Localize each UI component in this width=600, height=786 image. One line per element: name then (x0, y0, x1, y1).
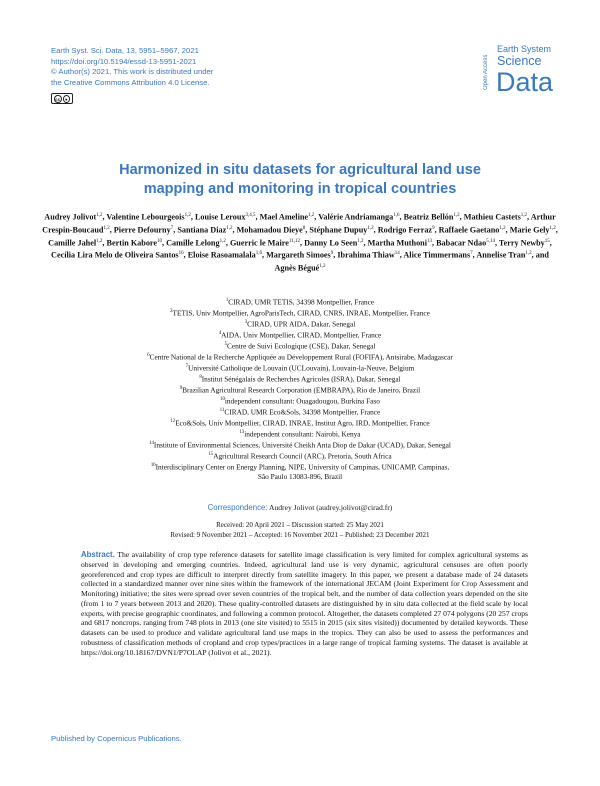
affiliation-number: 7 (185, 363, 189, 369)
journal-logo-line1: Earth System (497, 44, 552, 54)
affiliation-text-continued: São Paulo 13083-896, Brazil (257, 471, 343, 481)
affiliation-number: 11 (219, 407, 225, 413)
citation-line: the Creative Commons Attribution 4.0 License. (51, 77, 210, 87)
affiliation (40, 417, 560, 428)
affiliation-text: Brazilian Agricultural Research Corporation (EMBRAPA), Rio de Janeiro, Brazil (182, 385, 421, 395)
affiliation-text: TETIS, Univ Montpellier, AgroParisTech, CIRAD, CNRS, INRAE, Montpellier, France (172, 308, 430, 318)
author-name: Bertin Kabore (106, 238, 158, 248)
author-affiliation-ref: 1,6 (255, 251, 262, 257)
author-affiliation-ref: 1,2 (103, 225, 110, 231)
citation-line: Earth Syst. Sci. Data, 13, 5951–5967, 2021 (51, 46, 199, 55)
author-name: Valérie Andriamanga (318, 212, 394, 222)
affiliation (40, 307, 560, 318)
affiliation-number: 10 (220, 396, 225, 402)
affiliation-number: 9 (179, 385, 183, 391)
author-name: Valentine Lebourgeois (106, 212, 185, 222)
title-line: mapping and monitoring in tropical countries (143, 181, 457, 197)
affiliation (40, 351, 560, 362)
author-affiliation-ref: 9 (432, 225, 435, 231)
author-affiliation-ref: 1,2 (319, 264, 326, 270)
affiliation-text: Agricultural Research Council (ARC), Pretoria, South Africa (213, 450, 392, 460)
author-name: Camille Jahel (48, 238, 97, 248)
affiliation-number: 5 (224, 341, 227, 347)
author-affiliation-ref: 14 (394, 251, 400, 257)
correspondence (40, 503, 560, 513)
journal-logo (483, 44, 578, 104)
author-name: Ibrahima Thiaw (337, 251, 395, 261)
cc-icon: cc (55, 96, 61, 102)
affiliation-text: Institute of Environmental Sciences, Université Cheikh Anta Diop de Dakar (UCAD), Dakar, Senegal (153, 440, 451, 450)
abstract (81, 550, 528, 657)
journal-logo-line2: Science (497, 54, 542, 68)
author-affiliation-ref: 10 (157, 238, 163, 244)
affiliation-text: Eco&Sols, Univ Montpellier, CIRAD, INRAE, Institut Agro, IRD, Montpellier, France (175, 418, 430, 428)
affiliation-number: 16 (150, 462, 156, 468)
author-affiliation-ref: 1,2 (499, 225, 506, 231)
affiliation (40, 384, 560, 395)
affiliation (40, 296, 560, 307)
author-affiliation-ref: 1,2 (308, 213, 315, 218)
author-affiliation-ref: 9 (330, 251, 334, 257)
citation-line: © Author(s) 2021. This work is distributed under (51, 67, 214, 77)
author-affiliation-ref: 1,2 (357, 238, 364, 244)
affiliation-number: 4 (218, 330, 222, 336)
author-name: Martha Muthoni (367, 238, 427, 248)
affiliation-list (40, 296, 560, 481)
affiliation-number: 8 (199, 374, 202, 380)
affiliation (40, 362, 560, 373)
citation-header (51, 46, 351, 88)
affiliation-number: 13 (239, 429, 245, 435)
author-name: Louise Leroux (194, 212, 246, 222)
affiliation-text: Centre National de la Recherche Appliquée au Développement Rural (FOFIFA), Antsirabe, Madagascar (149, 352, 453, 362)
author-name: Annelise Tran (476, 251, 526, 261)
author-name: Mathieu Castets (463, 212, 521, 222)
affiliation-text: Centre de Suivi Ecologique (CSE), Dakar, Senegal (226, 341, 376, 351)
author-name: Agnès Bégué (274, 264, 320, 274)
affiliation-number: 6 (147, 352, 150, 358)
correspondence-text: Audrey Jolivot (audrey.jolivot@cirad.fr) (268, 503, 393, 512)
author-affiliation-ref: 1,2 (453, 213, 460, 218)
doi-link[interactable]: https://doi.org/10.5194/essd-13-5951-2021 (51, 56, 197, 66)
author-affiliation-ref: 13 (427, 238, 432, 244)
dates-line: Revised: 9 November 2021 – Accepted: 16 November 2021 – Published: 23 December 2021 (170, 530, 430, 539)
affiliation-number: 2 (170, 308, 173, 314)
affiliation-number: 15 (208, 451, 214, 457)
affiliation (40, 406, 560, 417)
cc-by-license-badge[interactable] (51, 93, 73, 104)
author-name: Terry Newby (498, 238, 545, 248)
affiliation-text: independent consultant: Nairobi, Kenya (244, 429, 361, 439)
author-name: Beatriz Bellón (403, 212, 454, 222)
author-name: Margareth Simoes (266, 251, 331, 261)
author-name: Babacar Ndao (436, 238, 487, 248)
author-affiliation-ref: 1,2 (219, 238, 226, 244)
author-name: Camille Lelong (166, 238, 220, 248)
affiliation (40, 329, 560, 340)
author-name: Mael Ameline (259, 212, 309, 222)
author-affiliation-ref: 1,2 (549, 225, 556, 231)
author-affiliation-ref: 8 (302, 225, 306, 231)
correspondence-label: Correspondence: (207, 503, 268, 512)
author-name: Rodrigo Ferraz (377, 225, 433, 235)
author-affiliation-ref: 3,4,5 (245, 213, 256, 218)
affiliation-number: 12 (170, 418, 176, 424)
author-name: Guerric le Maire (229, 238, 289, 248)
affiliation (40, 318, 560, 329)
author-name: Cecília Lira Melo de Oliveira Santos (51, 251, 179, 261)
author-affiliation-ref: 11,12 (288, 238, 300, 244)
affiliation (40, 428, 560, 439)
author-affiliation-ref: 15 (544, 238, 550, 244)
author-name: Arthur Crespin-Boucaud (42, 212, 556, 235)
author-affiliation-ref: 16 (178, 251, 184, 257)
author-affiliation-ref: 1,2 (520, 213, 528, 218)
publisher-footer: Published by Copernicus Publications. (51, 734, 182, 743)
author-list: Audrey Jolivot$^{1,2}$, Valentine Lebourgeois$^{1,2}$, Louise Leroux$^{3,4,5}$, Mael Ameline$^{1,2}$, Valérie Andriamanga$^{1,6}$, Beatriz Bellón$^{1,2}$, Mathieu Castets$^{1,2}$, Arthur Crespin-Boucaud$^{1,2}$, Pierre Defourny$^7$, Santiana Diaz$^{1,2}$, Mohamadou Dieye$^8$, Stéphane Dupuy$^{1,2}$, Rodrigo Ferraz$^9$, Raffaele Gaetano$^{1,2}$, Marie Gely$^{1,2}$, Camille Jahel$^{1,2}$, Bertin Kabore$^{10}$, Camille Lelong$^{1,2}$, Guerric le Maire$^{11,12}$, Danny Lo Seen$^{1,2}$, Martha Muthoni$^{13}$, Babacar Ndao$^{5,14}$, Terry Newby$^{15}$, Cecília Lira Melo de Oliveira Santos$^{16}$, Eloise Rasoamalala$^{1,6}$, Margareth Simoes$^9$, Ibrahima Thiaw$^{14}$, Alice Timmermans$^7$, Annelise Tran$^{1,2}$, and Agnès Bégué$^{1,2}$ (42, 212, 558, 274)
affiliation-text: CIRAD, UMR TETIS, 34398 Montpellier, France (228, 297, 375, 307)
title-line: Harmonized in situ datasets for agricultural land use (119, 162, 481, 178)
author-name: Stéphane Dupuy (309, 225, 368, 235)
affiliation-text: CIRAD, UMR Eco&Sols, 34398 Montpellier, France (224, 407, 381, 417)
author-affiliation-ref: 5,14 (486, 238, 495, 244)
affiliation-number: 14 (149, 440, 154, 446)
affiliation (40, 439, 560, 450)
author-name: Alice Timmermans (403, 251, 471, 261)
affiliation (40, 340, 560, 351)
author-name: Raffaele Gaetano (438, 225, 500, 235)
paper-title (60, 161, 540, 199)
journal-logo-line3: Data (496, 67, 554, 97)
author-affiliation-ref: 1,6 (393, 213, 400, 218)
abstract-text: The availability of crop type reference datasets for satellite image classification is very limited for complex agricultural systems as observed in developing and emerging countries. Indeed, agricultural land use is very dynamic, agricultural censuses are often poorly georeferenced and crop types are difficult to interpret directly from satellite imagery. In this paper, we present a database made of 24 datasets collected in a standardized manner over nine sites within the framework of the international JECAM (Joint Experiment for Crop Assessment and Monitoring) initiative; the sites were spread over seven countries of the tropical belt, and the number of data collection years depended on the site (from 1 to 7 years between 2013 and 2020). These quality-controlled datasets are distinguished by in situ data collected at the field scale by local experts, with precise geographic coordinates, and following a common protocol. Altogether, the datasets completed 27 074 polygons (20 257 crops and 6817 noncrops, ranging from 748 plots in 2013 (one site visited) to 5515 in 2015 (six sites visited)) documented by detailed keywords. These datasets can be used to produce and validate agricultural land use maps in the tropics. They can also be used to assess the performances and robustness of classification methods of cropland and crop types/practices in a large range of tropical farming systems. The dataset is available at https://doi.org/10.18167/DVN1/P7OLAP (Jolivot et al., 2021). (81, 550, 528, 657)
author-name: Pierre Defourny (113, 225, 171, 235)
affiliation-text: independent consultant: Ouagadougou, Burkina Faso (224, 396, 380, 406)
dates-line: Received: 20 April 2021 – Discussion started: 25 May 2021 (216, 521, 384, 529)
affiliation-number: 1 (225, 298, 229, 303)
affiliation-text: Institut Sénégalais de Recherches Agricoles (ISRA), Dakar, Senegal (201, 374, 401, 384)
affiliation (40, 373, 560, 384)
author-affiliation-ref: 7 (170, 225, 174, 231)
by-person-icon: ● (63, 95, 71, 103)
affiliation-number: 3 (244, 319, 248, 325)
publication-dates (40, 521, 560, 540)
author-name: Eloise Rasoamalala (187, 251, 256, 261)
affiliation-text: CIRAD, UPR AIDA, Dakar, Senegal (247, 319, 356, 329)
author-affiliation-ref: 1,2 (96, 238, 103, 244)
affiliation (40, 461, 560, 472)
abstract-label: Abstract. (81, 550, 115, 559)
affiliation-text: Interdisciplinary Center on Energy Planning, NIPE, University of Campinas, UNICAMP, Campinas, (155, 461, 450, 471)
author-affiliation-ref: 1,2 (96, 213, 103, 218)
affiliation-text: Université Catholique de Louvain (UCLouvain), Louvain-la-Neuve, Belgium (188, 363, 415, 373)
author-affiliation-ref: 1,2 (367, 225, 374, 231)
author-name: Danny Lo Seen (304, 238, 358, 248)
affiliation (40, 395, 560, 406)
author-name: Audrey Jolivot (44, 212, 97, 222)
affiliation-text: AIDA, Univ Montpellier, CIRAD, Montpellier, France (221, 330, 382, 340)
affiliation (40, 450, 560, 461)
author-name: Santiana Diaz (177, 225, 227, 235)
author-name: Mohamadou Dieye (236, 225, 303, 235)
author-affiliation-ref: 7 (470, 251, 473, 257)
author-affiliation-ref: 1,2 (184, 213, 191, 218)
open-access-label: Open Access (483, 54, 489, 90)
author-name: Marie Gely (509, 225, 550, 235)
author-affiliation-ref: 1,2 (525, 251, 532, 257)
author-affiliation-ref: 1,2 (226, 225, 233, 231)
